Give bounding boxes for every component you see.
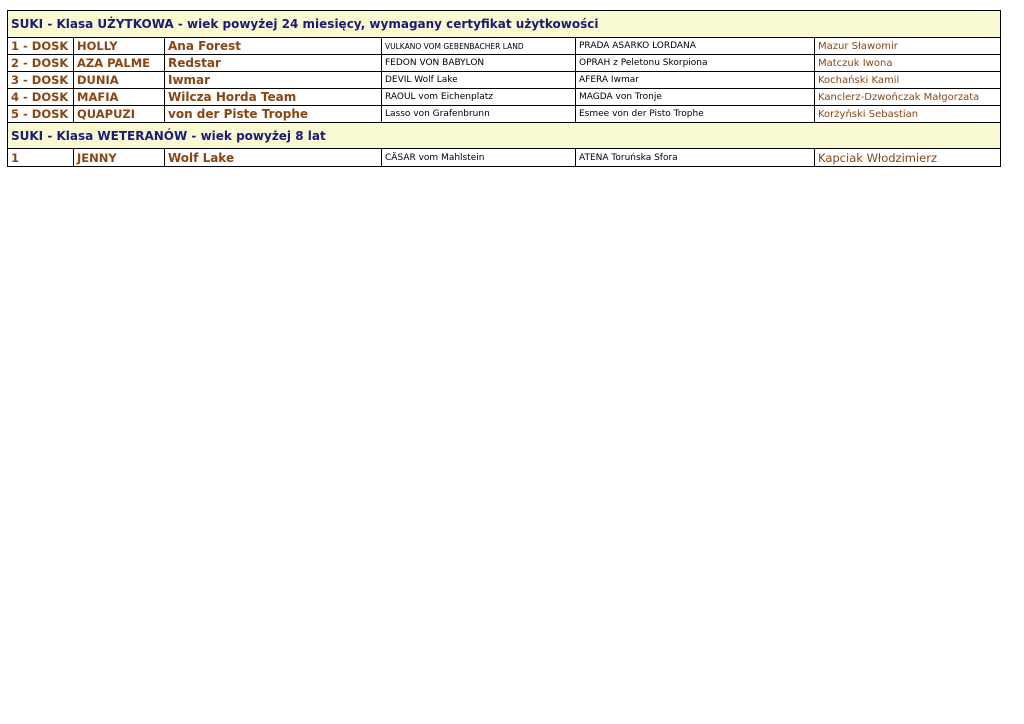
- dog-name-cell: AZA PALME: [74, 55, 165, 72]
- results-table: [7, 10, 1001, 167]
- sire-cell: Lasso von Grafenbrunn: [382, 106, 576, 123]
- dam-cell: ATENA Toruńska Sfora: [576, 149, 815, 167]
- placement-cell: 4 - DOSK: [8, 89, 74, 106]
- sire-cell: DEVIL Wolf Lake: [382, 72, 576, 89]
- placement-cell: 2 - DOSK: [8, 55, 74, 72]
- kennel-cell: Iwmar: [165, 72, 382, 89]
- table-row: [8, 55, 1001, 72]
- dam-cell: MAGDA von Tronje: [576, 89, 815, 106]
- owner-cell: Kanclerz-Dzwończak Małgorzata: [815, 89, 1001, 106]
- placement-cell: 3 - DOSK: [8, 72, 74, 89]
- table-row: [8, 149, 1001, 167]
- dog-name-cell: MAFIA: [74, 89, 165, 106]
- dam-cell: AFERA Iwmar: [576, 72, 815, 89]
- table-row: [8, 72, 1001, 89]
- section-title: SUKI - Klasa UŻYTKOWA - wiek powyżej 24 miesięcy, wymagany certyfikat użytkowości: [8, 11, 1001, 38]
- placement-cell: 1: [8, 149, 74, 167]
- table-row: [8, 89, 1001, 106]
- sire-cell: CÄSAR vom Mahlstein: [382, 149, 576, 167]
- sire-cell: VULKANO VOM GEBENBACHER LAND: [382, 38, 576, 55]
- owner-cell: Mazur Sławomir: [815, 38, 1001, 55]
- class-header-veteran: [8, 123, 1001, 149]
- dam-cell: PRADA ASARKO LORDANA: [576, 38, 815, 55]
- kennel-cell: Ana Forest: [165, 38, 382, 55]
- section-title: SUKI - Klasa WETERANÓW - wiek powyżej 8 lat: [8, 123, 1001, 149]
- dog-name-cell: HOLLY: [74, 38, 165, 55]
- dam-cell: OPRAH z Peletonu Skorpiona: [576, 55, 815, 72]
- table-row: [8, 106, 1001, 123]
- kennel-cell: von der Piste Trophe: [165, 106, 382, 123]
- placement-cell: 1 - DOSK: [8, 38, 74, 55]
- dog-name-cell: DUNIA: [74, 72, 165, 89]
- kennel-cell: Redstar: [165, 55, 382, 72]
- dam-cell: Esmee von der Pisto Trophe: [576, 106, 815, 123]
- owner-cell: Kapciak Włodzimierz: [815, 149, 1001, 167]
- kennel-cell: Wolf Lake: [165, 149, 382, 167]
- table-row: [8, 38, 1001, 55]
- owner-cell: Matczuk Iwona: [815, 55, 1001, 72]
- sire-cell: FEDON VON BABYLON: [382, 55, 576, 72]
- owner-cell: Kochański Kamil: [815, 72, 1001, 89]
- dog-name-cell: JENNY: [74, 149, 165, 167]
- owner-cell: Korżyński Sebastian: [815, 106, 1001, 123]
- class-header-working: [8, 11, 1001, 38]
- sire-cell: RAOUL vom Eichenplatz: [382, 89, 576, 106]
- kennel-cell: Wilcza Horda Team: [165, 89, 382, 106]
- placement-cell: 5 - DOSK: [8, 106, 74, 123]
- dog-name-cell: QUAPUZI: [74, 106, 165, 123]
